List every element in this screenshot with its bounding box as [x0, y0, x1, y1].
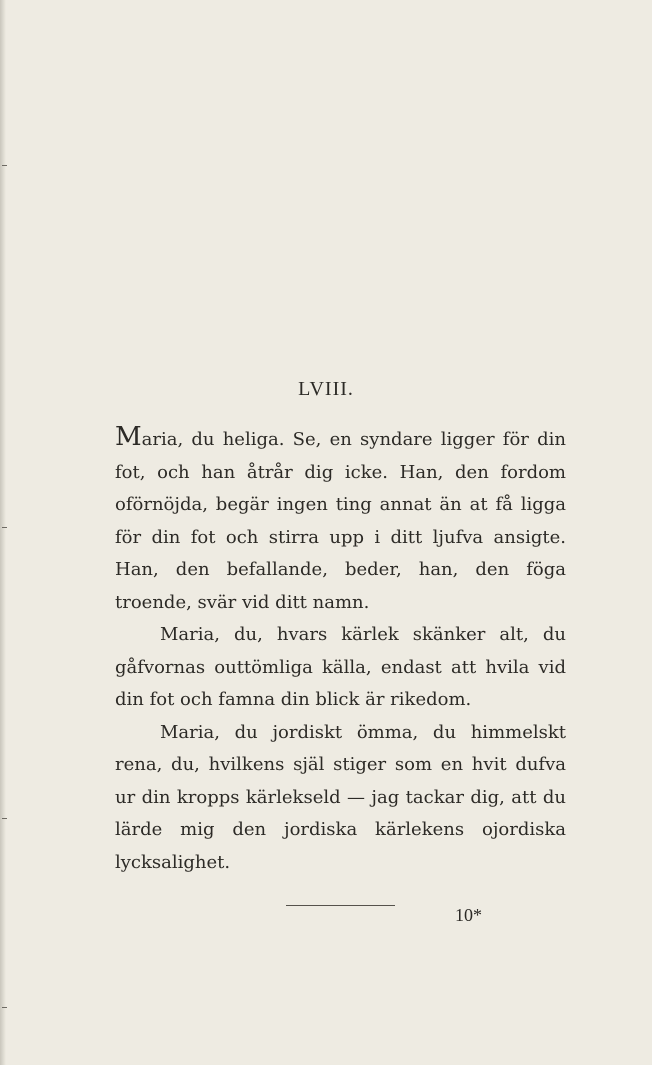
signature-mark: 10* — [455, 905, 482, 925]
chapter-heading: LVIII. — [298, 378, 354, 400]
paragraph-1-text: aria, du heliga. Se, en syndare ligger för din fot, och han åtrår dig icke. Han, den fordom oförnöjda, begär ingen ting annat än at få ligga för din fot och stirra upp i ditt ljufva ansigte. Han, den befallande, beder, han, den föga troende, svär vid ditt namn. — [115, 429, 566, 613]
end-rule — [286, 905, 395, 906]
margin-mark — [2, 818, 7, 819]
margin-mark — [2, 527, 7, 528]
initial-letter: M — [115, 422, 142, 452]
margin-mark — [2, 165, 7, 166]
paragraph-3: Maria, du jordiskt ömma, du himmelskt rena, du, hvilkens själ stiger som en hvit dufva ur din kropps kärlekseld — jag tackar dig, att du lärde mig den jordiska kärlekens ojordiska lycksalighet. — [115, 721, 566, 873]
margin-mark — [2, 1007, 7, 1008]
paragraph-1 — [115, 424, 566, 619]
body-text — [115, 424, 566, 879]
paragraph-2: Maria, du, hvars kärlek skänker alt, du gåfvornas outtömliga källa, endast att hvila vid din fot och famna din blick är rikedom. — [115, 624, 566, 710]
